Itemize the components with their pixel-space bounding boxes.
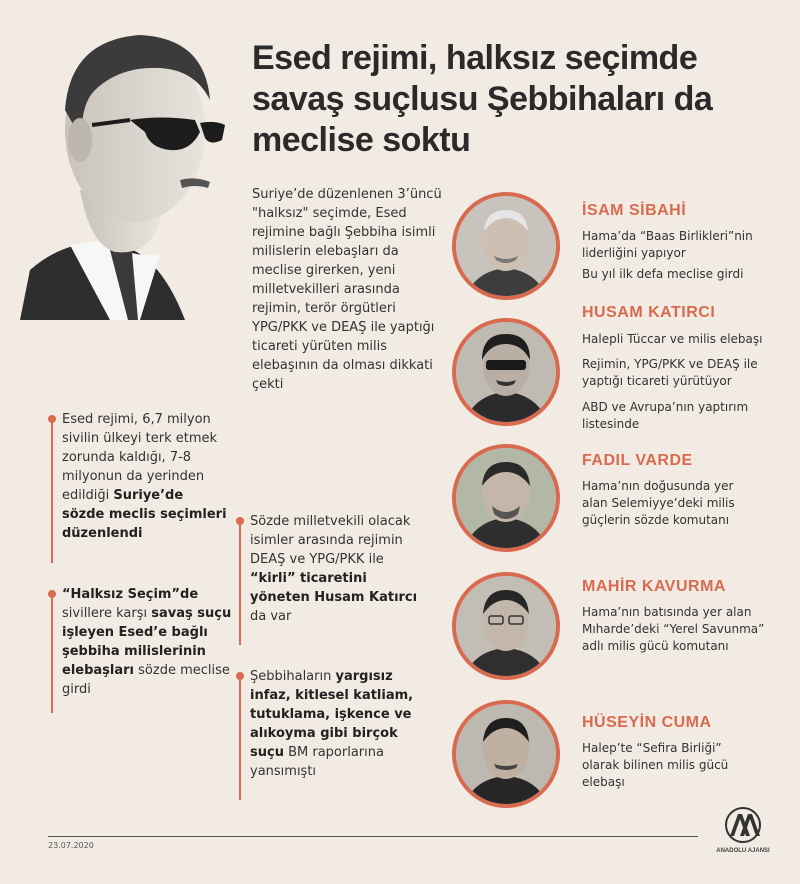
bullet-4-bold: yargısız infaz, kitlesel katliam, tutuklama, işkence ve alıkoyma gibi birçok suçu bbox=[250, 669, 414, 760]
person-name-fadil-varde: FADIL VARDE bbox=[582, 452, 693, 469]
bullet-4-text-2: BM raporlarına yansımıştı bbox=[250, 745, 384, 779]
bullet-dot bbox=[48, 415, 56, 423]
person-name-mahir-kavurma: MAHİR KAVURMA bbox=[582, 578, 726, 595]
bullet-4-text-1: Şebbihaların bbox=[250, 669, 336, 684]
person-desc-isam-sibahi-1: Hama’da “Baas Birlikleri”nin liderliğini yapıyor bbox=[582, 229, 753, 260]
bullet-2-bold-2: savaş suçu işleyen Esed’e bağlı şebbiha milislerinin elebaşları bbox=[62, 606, 232, 678]
person-name-isam-sibahi: İSAM SİBAHİ bbox=[582, 202, 687, 219]
bullet-dot bbox=[236, 672, 244, 680]
aa-logo-icon bbox=[712, 806, 774, 844]
bullet-2 bbox=[62, 585, 232, 699]
person-photo-mahir-kavurma bbox=[452, 572, 560, 680]
headline-line-2: savaş suçlusu Şebbihaları da bbox=[252, 80, 713, 118]
anadolu-agency-logo bbox=[712, 806, 774, 866]
bullet-3 bbox=[250, 512, 420, 626]
person-desc-mahir-kavurma: Hama’nın batısında yer alan Mıharde’deki “Yerel Savunma” adlı milis gücü komutanı bbox=[582, 605, 765, 653]
person-photo-huseyin-cuma bbox=[452, 700, 560, 808]
person-name-huseyin-cuma: HÜSEYİN CUMA bbox=[582, 714, 712, 731]
publish-date: 23.07.2020 bbox=[48, 841, 94, 850]
bullet-dot bbox=[236, 517, 244, 525]
bullet-2-bold-1: “Halksız Seçim”de bbox=[62, 587, 199, 602]
bullet-line bbox=[51, 423, 53, 563]
headline-line-3: meclise soktu bbox=[252, 121, 471, 159]
bullet-line bbox=[239, 525, 241, 645]
bullet-line bbox=[239, 680, 241, 800]
intro-paragraph: Suriye’de düzenlenen 3’üncü "halksız" seçimde, Esed rejimine bağlı Şebbiha isimli milislerin elebaşları da meclise girerken, yeni milletvekilleri arasında rejimin, terör örgütleri YPG/PKK ve DEAŞ ile yaptığı ticareti yürüten milis elebaşının da olması dikkati çekti bbox=[252, 187, 442, 392]
person-photo-husam-katirci bbox=[452, 318, 560, 426]
footer-divider bbox=[48, 836, 698, 837]
bullet-1-bold: Suriye’de sözde meclis seçimleri düzenlendi bbox=[62, 488, 227, 541]
leader-portrait bbox=[10, 20, 240, 320]
person-desc-fadil-varde: Hama’nın doğusunda yer alan Selemiyye’deki milis güçlerin sözde komutanı bbox=[582, 479, 735, 527]
person-desc-isam-sibahi-2: Bu yıl ilk defa meclise girdi bbox=[582, 267, 744, 281]
bullet-3-text-2: da var bbox=[250, 609, 292, 624]
logo-text: ANADOLU AJANSI bbox=[716, 848, 770, 854]
bullet-2-text-2: sözde meclise girdi bbox=[62, 663, 230, 697]
bullet-1-text: Esed rejimi, 6,7 milyon sivilin ülkeyi terk etmek zorunda kaldığı, 7-8 milyonun da yerinden edildiği bbox=[62, 412, 218, 503]
person-desc-husam-katirci-1: Halepli Tüccar ve milis elebaşı bbox=[582, 332, 763, 346]
bullet-3-bold: “kirli” ticaretini yöneten Husam Katırcı bbox=[250, 571, 418, 605]
headline-line-1: Esed rejimi, halksız seçimde bbox=[252, 39, 698, 77]
headline bbox=[252, 38, 792, 161]
bullet-1 bbox=[62, 410, 227, 543]
person-desc-huseyin-cuma: Halep’te “Sefira Birliği” olarak bilinen milis gücü elebaşı bbox=[582, 741, 729, 789]
person-name-husam-katirci: HUSAM KATIRCI bbox=[582, 304, 716, 321]
bullet-line bbox=[51, 598, 53, 713]
person-photo-isam-sibahi bbox=[452, 192, 560, 300]
bullet-4 bbox=[250, 667, 425, 781]
bullet-2-text-1: sivillere karşı bbox=[62, 606, 152, 621]
bullet-dot bbox=[48, 590, 56, 598]
bullet-3-text-1: Sözde milletvekili olacak isimler arasında rejimin DEAŞ ve YPG/PKK ile bbox=[250, 514, 411, 567]
person-photo-fadil-varde bbox=[452, 444, 560, 552]
person-desc-husam-katirci-3: ABD ve Avrupa’nın yaptırım listesinde bbox=[582, 400, 749, 431]
person-desc-husam-katirci-2: Rejimin, YPG/PKK ve DEAŞ ile yaptığı ticareti yürütüyor bbox=[582, 357, 758, 388]
